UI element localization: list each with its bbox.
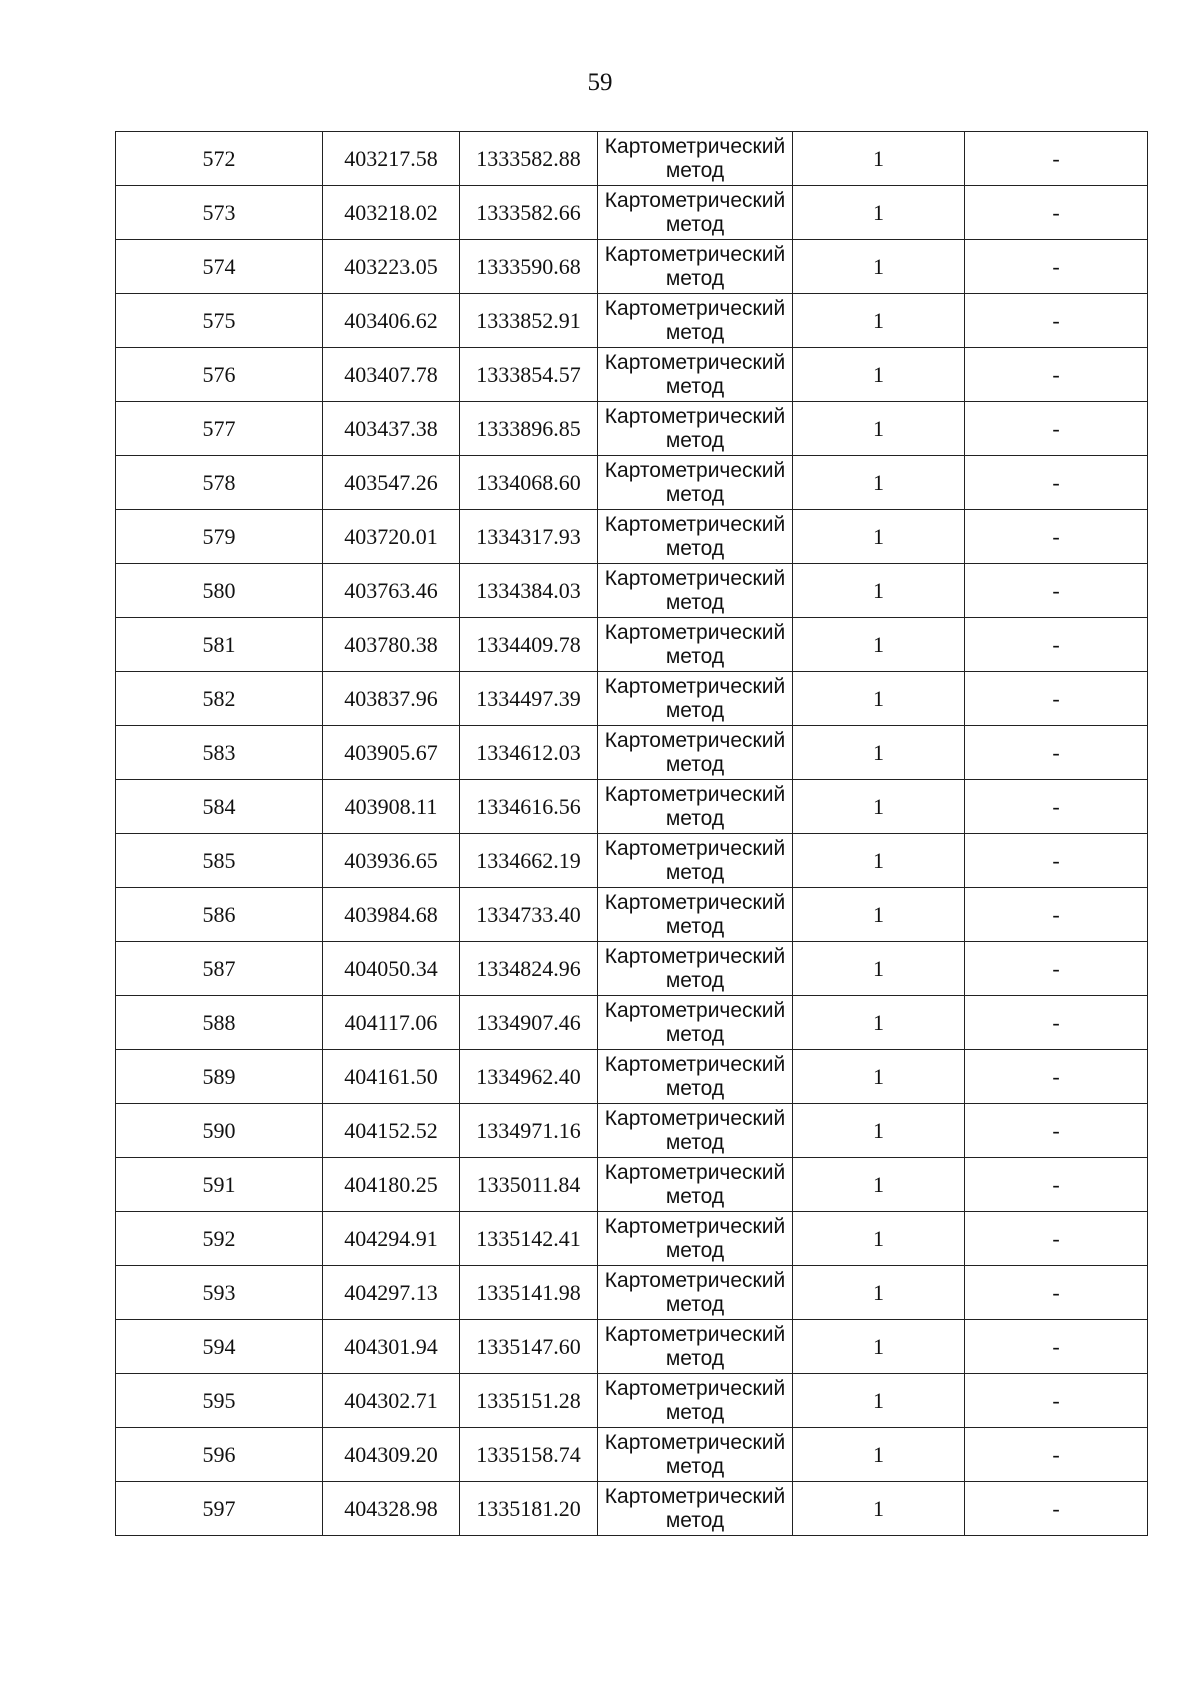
page-number: 59 (587, 69, 613, 96)
note-cell: - (965, 564, 1148, 618)
y-coordinate-cell: 1333896.85 (460, 402, 598, 456)
note-cell: - (965, 1104, 1148, 1158)
y-coordinate-cell: 1333582.66 (460, 186, 598, 240)
method-cell (598, 132, 793, 186)
y-coordinate-cell: 1333582.88 (460, 132, 598, 186)
precision-cell: 1 (793, 834, 965, 888)
table-row (116, 1266, 1148, 1320)
x-coordinate-cell: 404294.91 (323, 1212, 460, 1266)
point-number-cell: 595 (116, 1374, 323, 1428)
method-line-2: метод (665, 1238, 725, 1262)
x-coordinate-cell: 403223.05 (323, 240, 460, 294)
point-number-cell: 586 (116, 888, 323, 942)
table-row (116, 132, 1148, 186)
x-coordinate-cell: 404297.13 (323, 1266, 460, 1320)
y-coordinate-cell: 1334317.93 (460, 510, 598, 564)
table-row (116, 996, 1148, 1050)
x-coordinate-cell: 403908.11 (323, 780, 460, 834)
precision-cell: 1 (793, 618, 965, 672)
method-line-1: Картометрический (604, 1376, 786, 1400)
method-cell (598, 456, 793, 510)
method-line-2: метод (665, 428, 725, 452)
method-line-1: Картометрический (604, 296, 786, 320)
precision-cell: 1 (793, 1050, 965, 1104)
y-coordinate-cell: 1334612.03 (460, 726, 598, 780)
x-coordinate-cell: 403406.62 (323, 294, 460, 348)
point-number-cell: 593 (116, 1266, 323, 1320)
table-row (116, 1320, 1148, 1374)
table-row (116, 294, 1148, 348)
x-coordinate-cell: 403218.02 (323, 186, 460, 240)
method-line-1: Картометрический (604, 1052, 786, 1076)
table-row (116, 726, 1148, 780)
point-number-cell: 585 (116, 834, 323, 888)
y-coordinate-cell: 1334662.19 (460, 834, 598, 888)
precision-cell: 1 (793, 456, 965, 510)
table-row (116, 240, 1148, 294)
precision-cell: 1 (793, 1266, 965, 1320)
table-row (116, 1104, 1148, 1158)
note-cell: - (965, 294, 1148, 348)
method-cell (598, 1104, 793, 1158)
method-line-1: Картометрический (604, 674, 786, 698)
x-coordinate-cell: 403217.58 (323, 132, 460, 186)
method-cell (598, 1212, 793, 1266)
table-row (116, 186, 1148, 240)
x-coordinate-cell: 404328.98 (323, 1482, 460, 1536)
x-coordinate-cell: 403407.78 (323, 348, 460, 402)
y-coordinate-cell: 1335142.41 (460, 1212, 598, 1266)
precision-cell: 1 (793, 672, 965, 726)
precision-cell: 1 (793, 1428, 965, 1482)
method-cell (598, 888, 793, 942)
coordinates-table (115, 131, 1148, 1536)
y-coordinate-cell: 1334733.40 (460, 888, 598, 942)
note-cell: - (965, 240, 1148, 294)
precision-cell: 1 (793, 1104, 965, 1158)
method-cell (598, 1374, 793, 1428)
method-line-2: метод (665, 1184, 725, 1208)
precision-cell: 1 (793, 402, 965, 456)
note-cell: - (965, 132, 1148, 186)
note-cell: - (965, 1482, 1148, 1536)
note-cell: - (965, 1212, 1148, 1266)
method-line-1: Картометрический (604, 458, 786, 482)
method-cell (598, 348, 793, 402)
method-line-2: метод (665, 860, 725, 884)
precision-cell: 1 (793, 1212, 965, 1266)
x-coordinate-cell: 403837.96 (323, 672, 460, 726)
y-coordinate-cell: 1334409.78 (460, 618, 598, 672)
point-number-cell: 597 (116, 1482, 323, 1536)
method-cell (598, 618, 793, 672)
method-line-1: Картометрический (604, 836, 786, 860)
x-coordinate-cell: 404302.71 (323, 1374, 460, 1428)
table-row (116, 888, 1148, 942)
method-line-1: Картометрический (604, 242, 786, 266)
note-cell: - (965, 996, 1148, 1050)
precision-cell: 1 (793, 780, 965, 834)
x-coordinate-cell: 404301.94 (323, 1320, 460, 1374)
method-line-2: метод (665, 590, 725, 614)
point-number-cell: 572 (116, 132, 323, 186)
precision-cell: 1 (793, 510, 965, 564)
point-number-cell: 584 (116, 780, 323, 834)
coordinates-table-body (116, 132, 1148, 1536)
precision-cell: 1 (793, 996, 965, 1050)
method-line-1: Картометрический (604, 1430, 786, 1454)
method-line-2: метод (665, 1346, 725, 1370)
y-coordinate-cell: 1335141.98 (460, 1266, 598, 1320)
method-cell (598, 1158, 793, 1212)
method-line-2: метод (665, 266, 725, 290)
method-cell (598, 1266, 793, 1320)
note-cell: - (965, 942, 1148, 996)
precision-cell: 1 (793, 888, 965, 942)
precision-cell: 1 (793, 1158, 965, 1212)
y-coordinate-cell: 1334384.03 (460, 564, 598, 618)
method-cell (598, 510, 793, 564)
method-line-1: Картометрический (604, 350, 786, 374)
method-line-1: Картометрический (604, 728, 786, 752)
method-cell (598, 1482, 793, 1536)
method-cell (598, 240, 793, 294)
point-number-cell: 581 (116, 618, 323, 672)
method-line-1: Картометрический (604, 1106, 786, 1130)
table-row (116, 510, 1148, 564)
point-number-cell: 590 (116, 1104, 323, 1158)
table-row (116, 834, 1148, 888)
method-line-2: метод (665, 698, 725, 722)
note-cell: - (965, 834, 1148, 888)
x-coordinate-cell: 403905.67 (323, 726, 460, 780)
method-line-2: метод (665, 644, 725, 668)
method-cell (598, 186, 793, 240)
precision-cell: 1 (793, 564, 965, 618)
point-number-cell: 582 (116, 672, 323, 726)
precision-cell: 1 (793, 240, 965, 294)
table-row (116, 1212, 1148, 1266)
table-row (116, 1374, 1148, 1428)
method-cell (598, 1428, 793, 1482)
precision-cell: 1 (793, 348, 965, 402)
y-coordinate-cell: 1333590.68 (460, 240, 598, 294)
method-line-2: метод (665, 320, 725, 344)
method-line-2: метод (665, 212, 725, 236)
precision-cell: 1 (793, 942, 965, 996)
method-line-1: Картометрический (604, 134, 786, 158)
point-number-cell: 580 (116, 564, 323, 618)
table-row (116, 456, 1148, 510)
method-line-2: метод (665, 374, 725, 398)
precision-cell: 1 (793, 1482, 965, 1536)
method-line-2: метод (665, 1022, 725, 1046)
y-coordinate-cell: 1335158.74 (460, 1428, 598, 1482)
note-cell: - (965, 456, 1148, 510)
precision-cell: 1 (793, 1320, 965, 1374)
y-coordinate-cell: 1335011.84 (460, 1158, 598, 1212)
x-coordinate-cell: 403720.01 (323, 510, 460, 564)
table-row (116, 564, 1148, 618)
x-coordinate-cell: 404152.52 (323, 1104, 460, 1158)
note-cell: - (965, 1050, 1148, 1104)
method-line-1: Картометрический (604, 404, 786, 428)
method-line-2: метод (665, 1292, 725, 1316)
note-cell: - (965, 726, 1148, 780)
table-row (116, 1482, 1148, 1536)
y-coordinate-cell: 1334824.96 (460, 942, 598, 996)
note-cell: - (965, 510, 1148, 564)
x-coordinate-cell: 403437.38 (323, 402, 460, 456)
point-number-cell: 596 (116, 1428, 323, 1482)
method-line-2: метод (665, 1400, 725, 1424)
point-number-cell: 578 (116, 456, 323, 510)
x-coordinate-cell: 404050.34 (323, 942, 460, 996)
note-cell: - (965, 888, 1148, 942)
table-row (116, 402, 1148, 456)
table-row (116, 1428, 1148, 1482)
method-line-2: метод (665, 914, 725, 938)
x-coordinate-cell: 404309.20 (323, 1428, 460, 1482)
table-row (116, 348, 1148, 402)
table-row (116, 672, 1148, 726)
point-number-cell: 594 (116, 1320, 323, 1374)
point-number-cell: 577 (116, 402, 323, 456)
method-line-2: метод (665, 1076, 725, 1100)
method-line-2: метод (665, 1508, 725, 1532)
table-row (116, 1158, 1148, 1212)
point-number-cell: 588 (116, 996, 323, 1050)
y-coordinate-cell: 1334068.60 (460, 456, 598, 510)
method-line-1: Картометрический (604, 1322, 786, 1346)
note-cell: - (965, 186, 1148, 240)
y-coordinate-cell: 1334962.40 (460, 1050, 598, 1104)
method-line-2: метод (665, 1130, 725, 1154)
point-number-cell: 579 (116, 510, 323, 564)
method-line-1: Картометрический (604, 512, 786, 536)
method-cell (598, 1320, 793, 1374)
note-cell: - (965, 1266, 1148, 1320)
method-line-2: метод (665, 752, 725, 776)
precision-cell: 1 (793, 726, 965, 780)
point-number-cell: 575 (116, 294, 323, 348)
method-line-1: Картометрический (604, 1268, 786, 1292)
method-cell (598, 402, 793, 456)
table-row (116, 780, 1148, 834)
note-cell: - (965, 1320, 1148, 1374)
y-coordinate-cell: 1335147.60 (460, 1320, 598, 1374)
y-coordinate-cell: 1335151.28 (460, 1374, 598, 1428)
method-cell (598, 564, 793, 618)
table-row (116, 618, 1148, 672)
y-coordinate-cell: 1335181.20 (460, 1482, 598, 1536)
point-number-cell: 589 (116, 1050, 323, 1104)
precision-cell: 1 (793, 294, 965, 348)
note-cell: - (965, 780, 1148, 834)
point-number-cell: 574 (116, 240, 323, 294)
x-coordinate-cell: 403780.38 (323, 618, 460, 672)
y-coordinate-cell: 1333852.91 (460, 294, 598, 348)
method-line-1: Картометрический (604, 1214, 786, 1238)
method-line-2: метод (665, 482, 725, 506)
x-coordinate-cell: 404161.50 (323, 1050, 460, 1104)
point-number-cell: 592 (116, 1212, 323, 1266)
x-coordinate-cell: 403936.65 (323, 834, 460, 888)
method-line-1: Картометрический (604, 890, 786, 914)
method-line-2: метод (665, 158, 725, 182)
note-cell: - (965, 618, 1148, 672)
y-coordinate-cell: 1334907.46 (460, 996, 598, 1050)
method-cell (598, 780, 793, 834)
method-line-1: Картометрический (604, 944, 786, 968)
point-number-cell: 591 (116, 1158, 323, 1212)
note-cell: - (965, 1374, 1148, 1428)
note-cell: - (965, 1428, 1148, 1482)
method-line-2: метод (665, 968, 725, 992)
method-line-1: Картометрический (604, 566, 786, 590)
x-coordinate-cell: 403984.68 (323, 888, 460, 942)
y-coordinate-cell: 1334497.39 (460, 672, 598, 726)
point-number-cell: 576 (116, 348, 323, 402)
y-coordinate-cell: 1333854.57 (460, 348, 598, 402)
y-coordinate-cell: 1334616.56 (460, 780, 598, 834)
point-number-cell: 573 (116, 186, 323, 240)
method-line-2: метод (665, 1454, 725, 1478)
x-coordinate-cell: 404180.25 (323, 1158, 460, 1212)
method-cell (598, 294, 793, 348)
note-cell: - (965, 348, 1148, 402)
method-line-1: Картометрический (604, 1484, 786, 1508)
point-number-cell: 587 (116, 942, 323, 996)
table-row (116, 1050, 1148, 1104)
x-coordinate-cell: 403763.46 (323, 564, 460, 618)
x-coordinate-cell: 403547.26 (323, 456, 460, 510)
point-number-cell: 583 (116, 726, 323, 780)
note-cell: - (965, 402, 1148, 456)
table-row (116, 942, 1148, 996)
method-line-1: Картометрический (604, 188, 786, 212)
note-cell: - (965, 672, 1148, 726)
y-coordinate-cell: 1334971.16 (460, 1104, 598, 1158)
method-cell (598, 1050, 793, 1104)
method-line-1: Картометрический (604, 1160, 786, 1184)
precision-cell: 1 (793, 1374, 965, 1428)
x-coordinate-cell: 404117.06 (323, 996, 460, 1050)
method-cell (598, 672, 793, 726)
method-line-2: метод (665, 536, 725, 560)
method-cell (598, 834, 793, 888)
precision-cell: 1 (793, 132, 965, 186)
note-cell: - (965, 1158, 1148, 1212)
method-cell (598, 942, 793, 996)
method-line-2: метод (665, 806, 725, 830)
precision-cell: 1 (793, 186, 965, 240)
method-line-1: Картометрический (604, 782, 786, 806)
method-line-1: Картометрический (604, 620, 786, 644)
method-cell (598, 726, 793, 780)
method-cell (598, 996, 793, 1050)
method-line-1: Картометрический (604, 998, 786, 1022)
